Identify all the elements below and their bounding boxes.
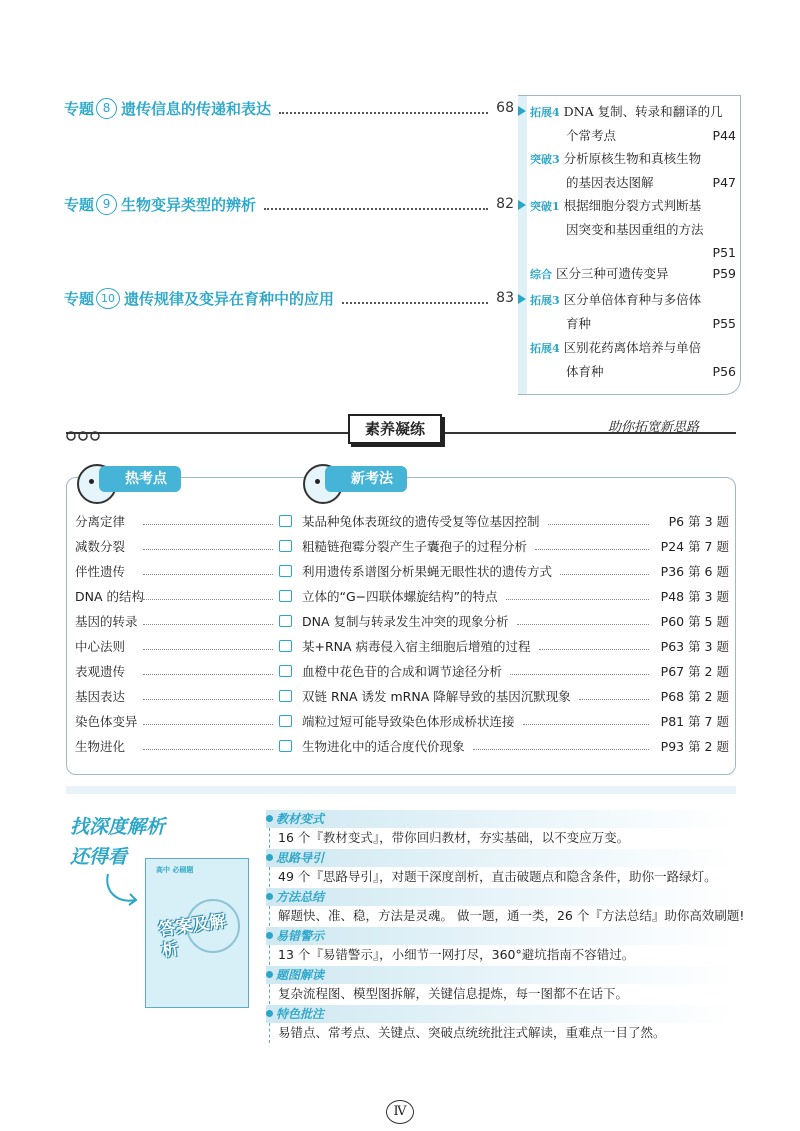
feature-title: 题图解读: [266, 966, 736, 984]
leader-dots: [143, 516, 273, 525]
new-method: 立体的“G−四联体螺旋结构”的特点: [302, 588, 498, 604]
feature-item: [266, 1005, 736, 1043]
panel-text: 区分单倍体育种与多倍体: [563, 292, 702, 307]
hot-topic: DNA 的结构: [75, 588, 145, 604]
topic-label: 专题: [64, 99, 95, 118]
leader-dots: [548, 516, 649, 525]
panel-page: P59: [712, 266, 736, 281]
feature-text: 16 个『教材变式』，带你回归教材，夯实基础，以不变应万变。: [269, 828, 736, 848]
leader-dots: [143, 566, 273, 575]
new-method: 某+RNA 病毒侵入宿主细胞后增殖的过程: [302, 638, 531, 654]
link-icon: [279, 515, 292, 527]
hot-topic: 表观遗传: [75, 663, 126, 679]
panel-text: DNA 复制、转录和翻译的几: [563, 104, 723, 119]
panel-item[interactable]: [530, 194, 736, 264]
panel-text: 区别花药离体培养与单倍: [563, 340, 702, 355]
panel-page: P56: [712, 364, 736, 379]
new-method: 血橙中花色苷的合成和调节途径分析: [302, 663, 503, 679]
topic-number: 9: [96, 194, 117, 215]
panel-page: P51: [712, 245, 736, 260]
panel-tag: 拓展4: [530, 342, 560, 355]
topic-label: 专题: [64, 289, 95, 308]
panel-page: P47: [712, 175, 736, 190]
link-icon: [279, 690, 292, 702]
promo-line-1: 找深度解析: [70, 816, 166, 838]
question-ref: P60 第 5 题: [660, 613, 729, 629]
hot-topic: 基因表达: [75, 688, 126, 704]
extension-panel: [518, 95, 741, 395]
leader-dots: [143, 616, 273, 625]
leader-dots: [143, 716, 273, 725]
panel-text: 区分三种可遗传变异: [556, 266, 669, 281]
question-ref: P81 第 7 题: [660, 713, 729, 729]
question-ref: P67 第 2 题: [660, 663, 729, 679]
topic-number: 10: [96, 288, 120, 309]
feature-title: 思路导引: [266, 849, 736, 867]
promo-line-2: 还得看: [70, 846, 128, 868]
section-subtitle: 助你拓宽新思路: [608, 420, 700, 435]
link-icon: [279, 590, 292, 602]
book-label: 高中 必刷题: [156, 866, 194, 874]
leader-dots: [539, 641, 649, 650]
leader-dots: [560, 566, 649, 575]
feature-title: 方法总结: [266, 888, 736, 906]
leader-dots: [143, 641, 273, 650]
panel-item[interactable]: [530, 288, 736, 335]
new-method: 某品种兔体表斑纹的遗传受复等位基因控制: [302, 513, 540, 529]
table-row[interactable]: [75, 508, 735, 533]
leader-dots: [579, 691, 649, 700]
question-ref: P48 第 3 题: [660, 588, 729, 604]
hot-topic: 生物进化: [75, 738, 126, 754]
panel-text-2: 因突变和基因重组的方法: [566, 222, 704, 237]
leader-dots: [342, 292, 488, 304]
panel-tag: 综合: [530, 268, 552, 281]
topic-title: 生物变异类型的辨析: [121, 195, 257, 214]
panel-page: P44: [712, 128, 736, 143]
hot-topic: 染色体变异: [75, 713, 138, 729]
table-row[interactable]: [75, 608, 735, 633]
table-row[interactable]: [75, 733, 735, 758]
panel-tag: 拓展4: [530, 106, 560, 119]
feature-text: 复杂流程图、模型图拆解，关键信息提炼，每一图都不在话下。: [269, 984, 736, 1004]
topic-page: 83: [496, 290, 514, 306]
table-row[interactable]: [75, 583, 735, 608]
link-icon: [279, 540, 292, 552]
new-method: 端粒过短可能导致染色体形成桥状连接: [302, 713, 515, 729]
panel-text-2: 体育种: [566, 364, 604, 379]
leader-dots: [143, 591, 273, 600]
link-icon: [279, 565, 292, 577]
question-ref: P93 第 2 题: [660, 738, 729, 754]
topic-page: 68: [496, 100, 514, 116]
leader-dots: [279, 102, 488, 114]
table-row[interactable]: [75, 633, 735, 658]
panel-text-2: 育种: [566, 316, 592, 331]
section-title: 素养凝练: [348, 414, 442, 444]
feature-item: [266, 966, 736, 1004]
panel-text: 分析原核生物和真核生物: [563, 151, 702, 166]
feature-text: 易错点、常考点、关键点、突破点统统批注式解读，重难点一目了然。: [269, 1023, 736, 1043]
new-method: DNA 复制与转录发生冲突的现象分析: [302, 613, 509, 629]
hot-topic: 分离定律: [75, 513, 126, 529]
topic-10[interactable]: [64, 285, 514, 311]
tab-new[interactable]: 新考法: [325, 466, 407, 492]
topic-label: 专题: [64, 195, 95, 214]
tab-hot[interactable]: 热考点: [99, 466, 181, 492]
feature-title: 易错警示: [266, 927, 736, 945]
leader-dots: [506, 591, 649, 600]
panel-tag: 突破3: [530, 153, 560, 166]
panel-text-2: 的基因表达图解: [566, 175, 654, 190]
leader-dots: [510, 666, 649, 675]
leader-dots: [143, 666, 273, 675]
table-row[interactable]: [75, 683, 735, 708]
feature-item: [266, 927, 736, 965]
topic-9[interactable]: [64, 191, 514, 217]
panel-tag: 突破1: [530, 200, 560, 213]
feature-text: 49 个『思路导引』，对题干深度剖析，直击破题点和隐含条件，助你一路绿灯。: [269, 867, 736, 887]
link-icon: [279, 740, 292, 752]
page-number: Ⅳ: [386, 1100, 414, 1124]
feature-item: [266, 888, 745, 926]
feature-text: 解题快、准、稳，方法是灵魂。 做一题，通一类，26 个『方法总结』助你高效刷题!: [269, 906, 736, 926]
new-method: 粗糙链孢霉分裂产生子囊孢子的过程分析: [302, 538, 528, 554]
divider-band: [66, 786, 736, 794]
feature-title: 教材变式: [266, 810, 736, 828]
hot-topic: 基因的转录: [75, 613, 138, 629]
topic-number: 8: [96, 98, 117, 119]
new-method: 利用遗传系谱图分析果蝇无眼性状的遗传方式: [302, 563, 553, 579]
topic-title: 遗传规律及变异在育种中的应用: [124, 289, 335, 308]
question-ref: P6 第 3 题: [668, 513, 729, 529]
leader-dots: [143, 541, 273, 550]
table-row[interactable]: [75, 558, 735, 583]
leader-dots: [473, 741, 649, 750]
table-row[interactable]: [75, 533, 735, 558]
link-icon: [279, 715, 292, 727]
question-ref: P68 第 2 题: [660, 688, 729, 704]
hot-topic: 中心法则: [75, 638, 126, 654]
feature-item: [266, 810, 736, 848]
panel-item[interactable]: [530, 336, 736, 383]
book-title: 答案及解析: [157, 911, 228, 962]
topic-title: 遗传信息的传递和表达: [121, 99, 272, 118]
panel-tag: 拓展3: [530, 294, 560, 307]
panel-item[interactable]: [530, 262, 736, 286]
leader-dots: [143, 741, 273, 750]
feature-text: 13 个『易错警示』，小细节一网打尽，360°避坑指南不容错过。: [269, 945, 736, 965]
link-icon: [279, 640, 292, 652]
panel-text-2: 个常考点: [566, 128, 617, 143]
feature-item: [266, 849, 736, 887]
question-ref: P36 第 6 题: [660, 563, 729, 579]
panel-bar: [518, 96, 527, 394]
curved-arrow-icon: [102, 870, 142, 914]
link-icon: [279, 665, 292, 677]
table-row[interactable]: [75, 658, 735, 683]
leader-dots: [535, 541, 649, 550]
panel-item[interactable]: [530, 147, 736, 194]
hot-new-table: [66, 471, 736, 775]
table-row[interactable]: [75, 708, 735, 733]
arrow-icon: [518, 294, 526, 304]
leader-dots: [264, 198, 488, 210]
leader-dots: [517, 616, 649, 625]
question-ref: P63 第 3 题: [660, 638, 729, 654]
leader-dots: [143, 691, 273, 700]
leader-dots: [523, 716, 649, 725]
panel-item[interactable]: [530, 100, 736, 147]
new-method: 生物进化中的适合度代价现象: [302, 738, 465, 754]
question-ref: P24 第 7 题: [660, 538, 729, 554]
topic-8[interactable]: [64, 95, 514, 121]
arrow-icon: [518, 200, 526, 210]
hot-topic: 伴性遗传: [75, 563, 126, 579]
link-icon: [279, 615, 292, 627]
panel-page: P55: [712, 316, 736, 331]
panel-text: 根据细胞分裂方式判断基: [563, 198, 702, 213]
new-method: 双链 RNA 诱发 mRNA 降解导致的基因沉默现象: [302, 688, 571, 704]
hot-topic: 减数分裂: [75, 538, 126, 554]
topic-page: 82: [496, 196, 514, 212]
feature-title: 特色批注: [266, 1005, 736, 1023]
arrow-icon: [518, 106, 526, 116]
answer-book-cover[interactable]: [145, 858, 249, 1008]
